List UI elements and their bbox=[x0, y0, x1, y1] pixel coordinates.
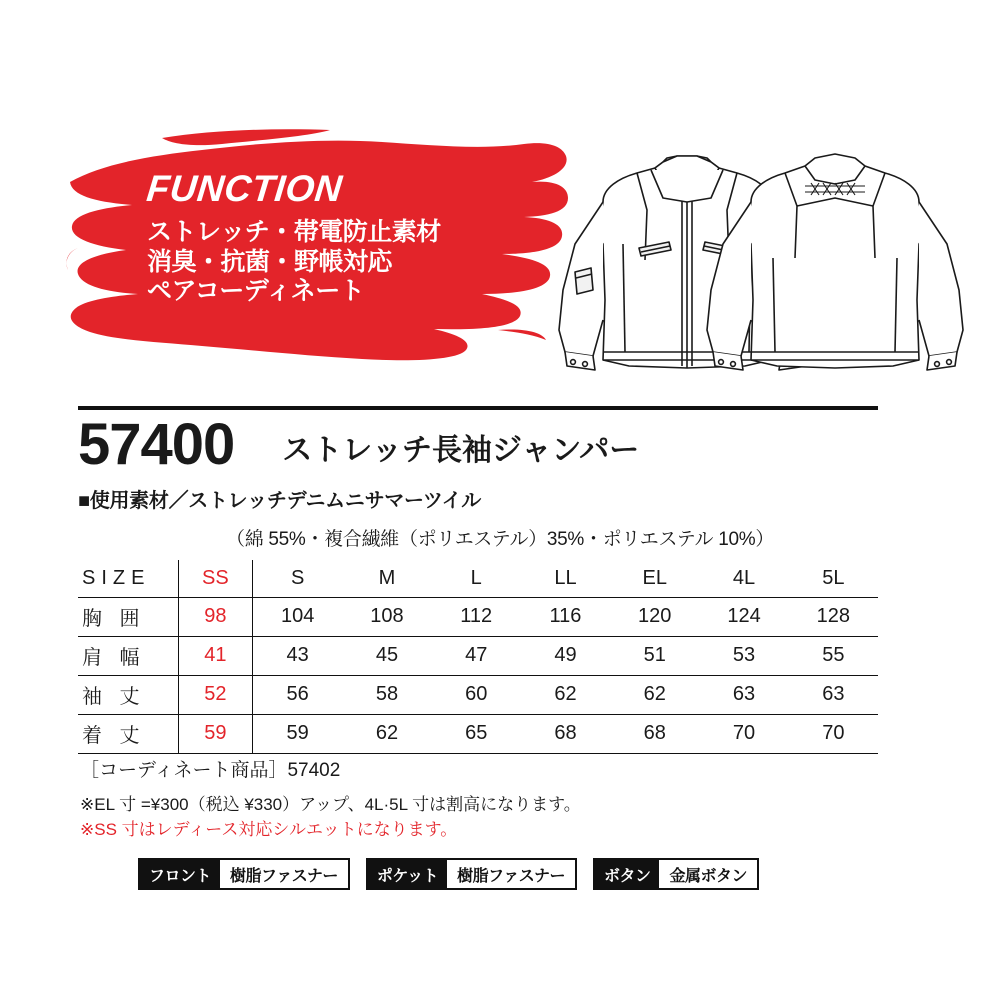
chest-m: 108 bbox=[342, 598, 431, 637]
row-label-chest: 胸 囲 bbox=[78, 598, 178, 637]
length-s: 59 bbox=[253, 715, 343, 754]
chest-l: 112 bbox=[432, 598, 521, 637]
row-label-sleeve: 袖 丈 bbox=[78, 676, 178, 715]
shoulder-4l: 53 bbox=[699, 637, 788, 676]
material-label: ■使用素材／ストレッチデニムニサマーツイル bbox=[78, 490, 481, 512]
product-name: ストレッチ長袖ジャンパー bbox=[282, 434, 640, 467]
function-line-2: 消臭・抗菌・野帳対応 bbox=[147, 247, 393, 276]
table-row bbox=[78, 715, 878, 754]
shoulder-s: 43 bbox=[253, 637, 343, 676]
spec-chip-pocket-key: ポケット bbox=[368, 860, 447, 888]
spec-chip-button-value: 金属ボタン bbox=[659, 860, 757, 888]
spec-chip-pocket-value: 樹脂ファスナー bbox=[447, 860, 575, 888]
chest-5l: 128 bbox=[789, 598, 878, 637]
length-ll: 68 bbox=[521, 715, 610, 754]
material-detail: （綿 55%・複合繊維（ポリエステル）35%・ポリエステル 10%） bbox=[226, 529, 775, 550]
length-5l: 70 bbox=[789, 715, 878, 754]
product-number: 57400 bbox=[78, 412, 235, 477]
table-row bbox=[78, 637, 878, 676]
sleeve-m: 58 bbox=[342, 676, 431, 715]
price-note: ※EL 寸 =¥300（税込 ¥330）アップ、4L·5L 寸は割高になります。 bbox=[80, 795, 581, 814]
size-header-ll: LL bbox=[521, 560, 610, 598]
shoulder-5l: 55 bbox=[789, 637, 878, 676]
spec-chip-group bbox=[138, 858, 759, 890]
spec-chip-front bbox=[138, 858, 350, 890]
length-el: 68 bbox=[610, 715, 699, 754]
chest-4l: 124 bbox=[699, 598, 788, 637]
shoulder-el: 51 bbox=[610, 637, 699, 676]
spec-chip-front-value: 樹脂ファスナー bbox=[220, 860, 348, 888]
shoulder-ll: 49 bbox=[521, 637, 610, 676]
shoulder-m: 45 bbox=[342, 637, 431, 676]
row-label-shoulder: 肩 幅 bbox=[78, 637, 178, 676]
product-title-row bbox=[78, 412, 888, 477]
function-line-1: ストレッチ・帯電防止素材 bbox=[147, 218, 441, 246]
sleeve-l: 60 bbox=[432, 676, 521, 715]
length-ss: 59 bbox=[178, 715, 252, 754]
row-label-length: 着 丈 bbox=[78, 715, 178, 754]
size-table bbox=[78, 560, 878, 754]
ss-silhouette-note: ※SS 寸はレディース対応シルエットになります。 bbox=[80, 820, 458, 839]
size-header-el: EL bbox=[610, 560, 699, 598]
table-header-row bbox=[78, 560, 878, 598]
size-header-m: M bbox=[342, 560, 431, 598]
chest-el: 120 bbox=[610, 598, 699, 637]
size-header-l: L bbox=[432, 560, 521, 598]
spec-chip-pocket bbox=[366, 858, 577, 890]
chest-s: 104 bbox=[253, 598, 343, 637]
spec-chip-button bbox=[593, 858, 759, 890]
spec-chip-button-key: ボタン bbox=[595, 860, 660, 888]
size-header-label: SIZE bbox=[78, 560, 178, 598]
coordinate-product-note: ［コーディネート商品］57402 bbox=[80, 760, 341, 781]
length-l: 65 bbox=[432, 715, 521, 754]
sleeve-4l: 63 bbox=[699, 676, 788, 715]
function-feature-lines bbox=[147, 218, 441, 307]
chest-ss: 98 bbox=[178, 598, 252, 637]
size-header-4l: 4L bbox=[699, 560, 788, 598]
table-row bbox=[78, 676, 878, 715]
size-header-5l: 5L bbox=[789, 560, 878, 598]
size-header-ss: SS bbox=[178, 560, 252, 598]
function-line-3: ペアコーディネート bbox=[147, 277, 365, 305]
spec-chip-front-key: フロント bbox=[140, 860, 220, 888]
garment-illustrations bbox=[545, 140, 965, 405]
chest-ll: 116 bbox=[521, 598, 610, 637]
function-title: FUNCTION bbox=[144, 168, 345, 209]
sleeve-el: 62 bbox=[610, 676, 699, 715]
sleeve-ll: 62 bbox=[521, 676, 610, 715]
function-banner bbox=[62, 120, 572, 370]
title-divider bbox=[78, 406, 878, 410]
sleeve-s: 56 bbox=[253, 676, 343, 715]
shoulder-l: 47 bbox=[432, 637, 521, 676]
table-row bbox=[78, 598, 878, 637]
length-4l: 70 bbox=[699, 715, 788, 754]
jacket-technical-drawings bbox=[545, 140, 965, 405]
shoulder-ss: 41 bbox=[178, 637, 252, 676]
length-m: 62 bbox=[342, 715, 431, 754]
sleeve-5l: 63 bbox=[789, 676, 878, 715]
function-text-group bbox=[144, 168, 441, 307]
sleeve-ss: 52 bbox=[178, 676, 252, 715]
size-header-s: S bbox=[253, 560, 343, 598]
